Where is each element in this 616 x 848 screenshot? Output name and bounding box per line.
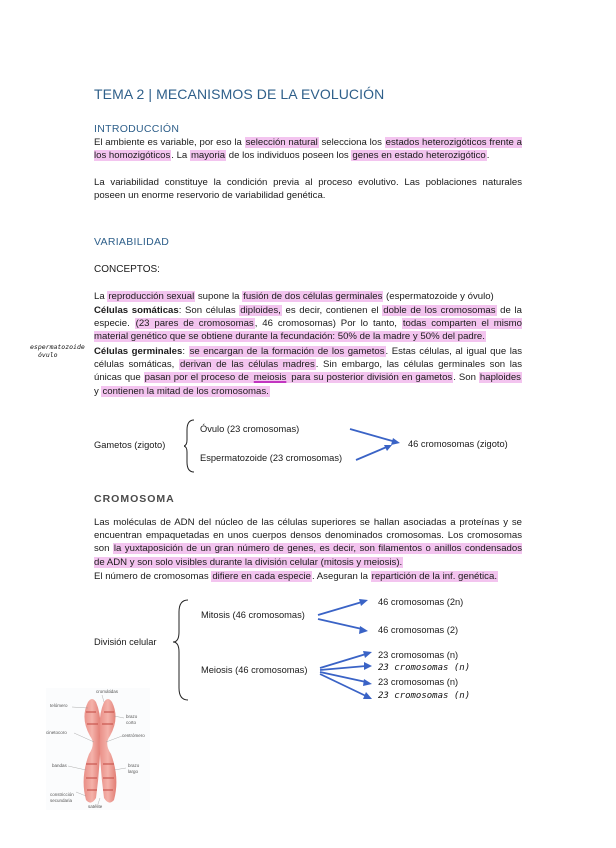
mitosis-result-1: 46 cromosomas (2n) bbox=[378, 597, 464, 607]
text-run: . Aseguran la bbox=[311, 571, 371, 582]
text-run: (espermatozoide y óvulo) bbox=[383, 291, 494, 302]
margin-note-espermatozoide: espermatozoide bbox=[30, 343, 85, 351]
ovulo-label: Óvulo (23 cromosomas) bbox=[200, 424, 300, 434]
arrowhead-icon bbox=[363, 679, 372, 686]
diagram-label-centromero: centrómero bbox=[122, 733, 145, 738]
espermatozoide-label: Espermatozoide (23 cromosomas) bbox=[200, 453, 343, 463]
diagram-label-cinetocoro: cinetocoro bbox=[46, 730, 67, 735]
gametos-label: Gametos (zigoto) bbox=[94, 440, 166, 450]
highlight: reproducción sexual bbox=[108, 291, 195, 302]
text-run: supone la bbox=[195, 291, 243, 302]
highlight: fusión de dos células germinales bbox=[243, 291, 383, 302]
text-run: de la especie. bbox=[94, 305, 522, 330]
text-run: El ambiente es variable, por eso la bbox=[94, 137, 245, 148]
highlight: doble de los cromosomas bbox=[383, 305, 496, 316]
highlight: para su posterior división en gametos bbox=[288, 372, 453, 384]
intro-paragraph-2: La variabilidad constituye la condición previa al proceso evolutivo. Las poblaciones naturales poseen un enorme reservorio de variabilidad genética. bbox=[94, 177, 522, 202]
text-run: selecciona los bbox=[318, 137, 385, 148]
meiosis-label: Meiosis (46 cromosomas) bbox=[201, 665, 308, 675]
meiosis-result-1: 23 cromosomas (n) bbox=[378, 650, 459, 660]
arrow-line bbox=[318, 602, 362, 615]
diagram-label-telomero: telómero bbox=[50, 703, 68, 708]
cromosoma-paragraph-2 bbox=[94, 570, 534, 583]
conceptos-label: CONCEPTOS: bbox=[94, 264, 160, 275]
highlight: (23 pares de cromosomas bbox=[135, 318, 254, 330]
highlight: pasan por el proceso de bbox=[144, 372, 252, 384]
text-run: de los individuos poseen los bbox=[226, 150, 352, 162]
mitosis-label: Mitosis (46 cromosomas) bbox=[201, 610, 305, 620]
brace-icon bbox=[184, 420, 194, 472]
text-run: . bbox=[486, 150, 490, 162]
diagram-label-satelite: satélite bbox=[88, 804, 103, 809]
text-run: es decir, contienen el bbox=[281, 305, 383, 316]
text-run: : bbox=[182, 346, 189, 357]
highlight: difiere en cada especie bbox=[212, 571, 311, 582]
highlight: genes en estado heterozigótico bbox=[352, 150, 486, 162]
arrow-line bbox=[350, 429, 396, 442]
text-run: El número de cromosomas bbox=[94, 571, 212, 582]
diagram-label-constriccion-2: secundaria bbox=[50, 798, 73, 803]
arrow-line bbox=[356, 446, 389, 460]
text-run: : Son células bbox=[178, 305, 240, 316]
brace-icon bbox=[173, 600, 188, 700]
arrowhead-icon bbox=[359, 626, 368, 634]
division-celular-label: División celular bbox=[94, 637, 157, 647]
arrowhead-icon bbox=[359, 599, 368, 606]
term-label: Células germinales bbox=[94, 346, 183, 357]
highlight: derivan de las células madres bbox=[179, 359, 315, 371]
text-run: , 46 cromosomas) Por lo tanto, bbox=[254, 318, 402, 330]
text-run: Las moléculas de ADN del núcleo de las células superiores se hallan asociadas a proteínas y se encuentran empaquetadas en unos cuerpos densos denominados cromosomas. Los cromosomas son bbox=[94, 517, 522, 555]
highlight: repartición de la inf. genética. bbox=[371, 571, 497, 582]
term-label: Células somáticas bbox=[94, 305, 179, 316]
highlight: mayoria bbox=[190, 150, 226, 162]
highlight: estados heterozigóticos frente a los homozigóticos bbox=[94, 137, 522, 162]
text-run: . La bbox=[171, 150, 190, 162]
highlight: se encargan de la formación de los gametos bbox=[189, 346, 385, 357]
text-run: La bbox=[94, 291, 108, 302]
chromosome-diagram bbox=[46, 688, 150, 810]
text-run: . Estas células, al igual que las células somáticas, bbox=[94, 346, 522, 371]
celulas-germinales-paragraph bbox=[94, 345, 522, 398]
highlight: diploides, bbox=[240, 305, 281, 316]
zigoto-result: 46 cromosomas (zigoto) bbox=[408, 439, 508, 449]
text-run: . Son bbox=[453, 372, 479, 384]
intro-heading: INTRODUCCIÓN bbox=[94, 123, 180, 135]
arrowhead-icon bbox=[364, 662, 372, 670]
meiosis-result-4-handwritten: 23 cromosomas (n) bbox=[378, 691, 471, 701]
variabilidad-heading: VARIABILIDAD bbox=[94, 236, 170, 248]
page-title: TEMA 2 | MECANISMOS DE LA EVOLUCIÓN bbox=[94, 86, 385, 102]
underlined-highlight: meiosis bbox=[253, 372, 287, 384]
arrowhead-icon bbox=[391, 438, 400, 445]
variabilidad-paragraph-1 bbox=[94, 290, 522, 303]
highlight: contienen la mitad de los cromosomas. bbox=[102, 385, 269, 397]
margin-note-ovulo: óvulo bbox=[38, 351, 58, 359]
highlight: todas comparten el mismo material genético que se obtiene durante la fecundación: 50% de la madre y 50% del padre. bbox=[94, 318, 522, 343]
arrow-line bbox=[318, 619, 362, 629]
diagram-label-brazo-corto-2: corto bbox=[126, 720, 137, 725]
cromosoma-paragraph-1 bbox=[94, 516, 522, 569]
celulas-somaticas-paragraph bbox=[94, 304, 522, 344]
text-run: . Sin embargo, las células germinales son las únicas que bbox=[94, 359, 523, 384]
text-run: y bbox=[94, 385, 102, 397]
meiosis-result-2-handwritten: 23 cromosomas (n) bbox=[378, 663, 471, 673]
highlight: la yuxtaposición de un gran número de genes, es decir, son filamentos o anillos condensados de ADN y son solo visibles durante la división celular (mitosis y meiosis). bbox=[94, 543, 522, 568]
highlight: haploides bbox=[479, 372, 521, 384]
diagram-label-brazo-corto-1: brazo bbox=[126, 714, 138, 719]
diagram-label-bandas: bandas bbox=[52, 763, 67, 768]
diagram-label-brazo-largo-1: brazo bbox=[128, 763, 140, 768]
diagram-label-brazo-largo-2: largo bbox=[128, 769, 139, 774]
highlight: selección natural bbox=[245, 137, 318, 148]
mitosis-result-2: 46 cromosomas (2) bbox=[378, 625, 459, 635]
intro-paragraph-1 bbox=[94, 136, 522, 162]
diagram-label-constriccion-1: constricción bbox=[50, 792, 74, 797]
diagram-label-cromatidas: cromátidas bbox=[96, 689, 119, 694]
meiosis-result-3: 23 cromosomas (n) bbox=[378, 677, 459, 687]
cromosoma-heading: CROMOSOMA bbox=[94, 493, 175, 505]
arrowhead-icon bbox=[363, 651, 372, 658]
